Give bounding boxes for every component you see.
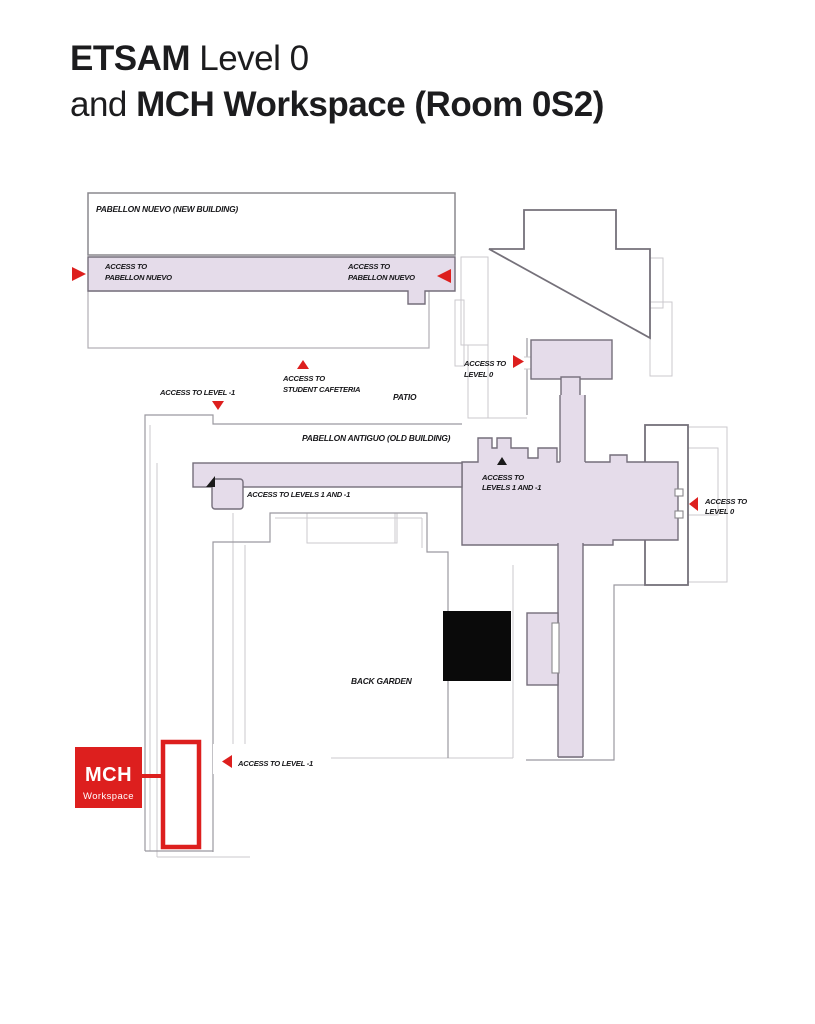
- title-and: and: [70, 85, 137, 124]
- south-room-slot: [552, 623, 559, 673]
- arrow-right-icon: [72, 267, 86, 281]
- title-etsam: ETSAM: [70, 39, 190, 78]
- label-access-west-1: ACCESS TO: [105, 262, 147, 271]
- label-access-cafeteria-1: ACCESS TO: [283, 374, 325, 383]
- label-access-level0-east-2: LEVEL 0: [705, 507, 734, 516]
- label-access-level0-north-1: ACCESS TO: [464, 359, 506, 368]
- mch-callout: [75, 742, 199, 847]
- title-level: Level 0: [190, 39, 309, 78]
- label-access-levels-1-minus1-west: ACCESS TO LEVELS 1 AND -1: [247, 490, 351, 499]
- east-door-mark-1: [675, 489, 683, 496]
- mch-label-line2: Workspace: [83, 791, 134, 802]
- label-access-level0-east-1: ACCESS TO: [705, 497, 747, 506]
- access-level0-lobby: [531, 340, 612, 379]
- label-access-level-minus1-bottom: ACCESS TO LEVEL -1: [238, 759, 313, 768]
- arrow-up-icon: [297, 360, 309, 369]
- label-access-east-1: ACCESS TO: [348, 262, 390, 271]
- title-mch-workspace: MCH Workspace (Room 0S2): [136, 85, 604, 124]
- mch-room-outline: [163, 742, 199, 847]
- label-pabellon-nuevo: PABELLON NUEVO (NEW BUILDING): [96, 204, 238, 214]
- label-pabellon-antiguo: PABELLON ANTIGUO (OLD BUILDING): [302, 433, 451, 443]
- east-door-mark-2: [675, 511, 683, 518]
- label-access-level0-north-2: LEVEL 0: [464, 370, 493, 379]
- mch-label-line1: MCH: [84, 764, 133, 786]
- label-access-west-2: PABELLON NUEVO: [105, 273, 172, 282]
- label-access-levels-1-minus1-center-2: LEVELS 1 AND -1: [482, 483, 542, 492]
- new-building-lower-block: [88, 291, 429, 348]
- north-corridor: [560, 395, 585, 464]
- south-corridor: [558, 541, 583, 758]
- arrow-left-icon: [689, 497, 698, 511]
- new-building-block: [88, 193, 455, 255]
- label-access-levels-1-minus1-center-1: ACCESS TO: [482, 473, 524, 482]
- cross-building-block: [489, 210, 650, 338]
- stair-room: [212, 479, 243, 509]
- arrow-down-icon: [212, 401, 224, 410]
- label-patio: PATIO: [393, 392, 417, 402]
- label-access-cafeteria-2: STUDENT CAFETERIA: [283, 385, 361, 394]
- label-access-level-minus1-top: ACCESS TO LEVEL -1: [160, 388, 235, 397]
- black-square-marker: [443, 611, 511, 681]
- label-back-garden: BACK GARDEN: [351, 676, 412, 686]
- label-access-east-2: PABELLON NUEVO: [348, 273, 415, 282]
- arrow-right-icon: [513, 355, 524, 368]
